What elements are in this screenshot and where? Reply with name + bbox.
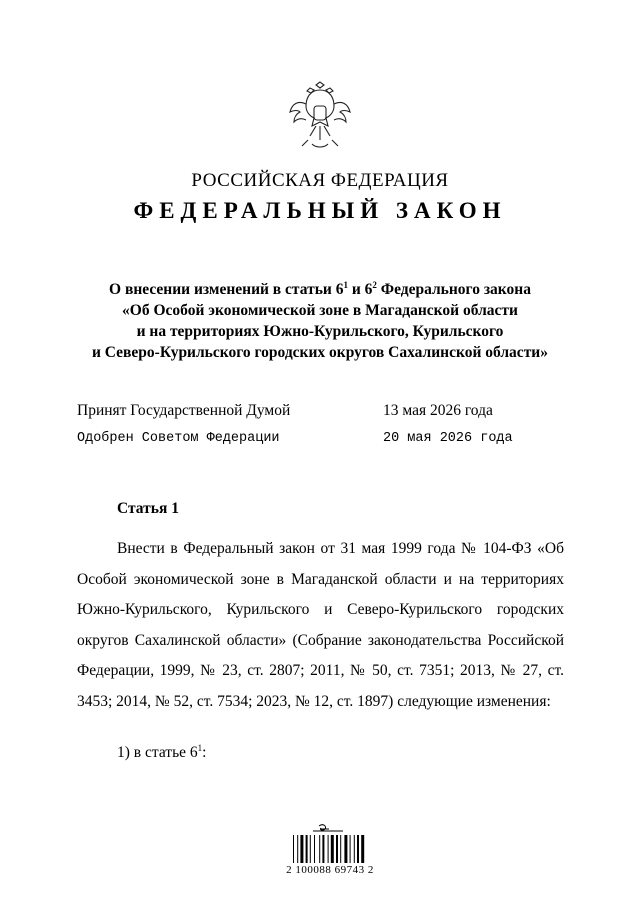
law-title	[60, 279, 580, 363]
title-text: Федерального закона	[376, 281, 531, 298]
adoption-date: 20 мая 2026 года	[383, 431, 513, 446]
article-heading: Статья 1	[117, 500, 179, 517]
adoption-date: 13 мая 2026 года	[383, 402, 493, 419]
title-text: и 6	[347, 281, 373, 298]
coat-of-arms-icon	[286, 78, 354, 154]
adoption-label: Принят Государственной Думой	[77, 402, 291, 419]
law-title-line-1	[60, 279, 580, 300]
item-text: 1) в статье 6	[117, 744, 198, 761]
superscript: 1	[343, 280, 348, 290]
barcode-number: 2 100088 69743 2	[286, 864, 374, 876]
adoption-duma-row	[77, 402, 517, 420]
superscript: 2	[372, 280, 377, 290]
item-text: :	[202, 744, 207, 761]
superscript: 1	[197, 743, 203, 753]
adoption-council-row	[77, 431, 517, 446]
title-text: О внесении изменений в статьи 6	[109, 281, 344, 298]
adoption-label: Одобрен Советом Федерации	[77, 431, 280, 446]
list-item	[117, 744, 206, 762]
law-title-line-4: и Северо-Курильского городских округов Сахалинской области»	[91, 344, 548, 361]
law-title-line-2: «Об Особой экономической зоне в Магаданской области	[122, 302, 518, 319]
document-type: ФЕДЕРАЛЬНЫЙ ЗАКОН	[133, 198, 507, 223]
law-title-line-3: и на территориях Южно-Курильского, Курильского	[136, 323, 504, 340]
article-body: Внести в Федеральный закон от 31 мая 1999 года № 104-ФЗ «Об Особой экономической зоне в Магаданской области и на территориях Южно-Курильского, Курильского и Северо-Курильского городских округов Сахалинской области» (Собрание законодательства Российской Федерации, 1999, № 23, ст. 2807; 2011, № 50, ст. 7351; 2013, № 27, ст. 3453; 2014, № 52, ст. 7534; 2023, № 12, ст. 1897) следующие изменения:	[77, 540, 564, 710]
country-name: РОССИЙСКАЯ ФЕДЕРАЦИЯ	[191, 170, 449, 191]
